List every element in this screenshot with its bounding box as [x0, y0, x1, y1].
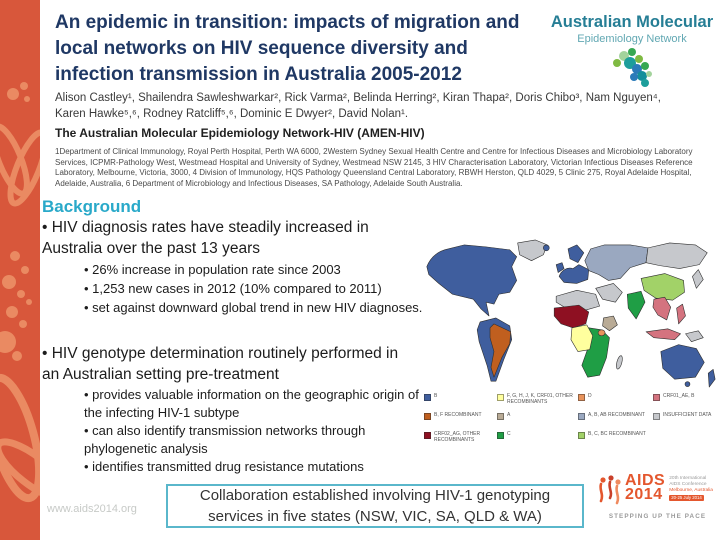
legend-label: CRF01_AE, B [663, 393, 695, 399]
sub-bullet-population-rate: • 26% increase in population rate since 2003 [84, 262, 341, 277]
conference-info [669, 474, 713, 502]
legend-swatch-bf [424, 413, 431, 420]
map-siberia [646, 243, 707, 269]
conference-tagline: STEPPING UP THE PACE [608, 513, 707, 520]
conference-dates-chip: 20-25 July 2014 [671, 495, 702, 500]
map-west-africa [554, 305, 589, 328]
legend-swatch-a [497, 413, 504, 420]
legend-item [424, 412, 494, 431]
map-iceland [543, 245, 549, 251]
background-heading: Background [42, 197, 142, 216]
legend-label: B, C, BC RECOMBINANT [588, 431, 646, 437]
map-russia-central-asia [585, 245, 648, 281]
affiliations: 1Department of Clinical Immunology, Royal Perth Hospital, Perth WA 6000, 2Western Sydney Sexual Health Centre and Centre for Infectious Diseases and Microbiology Laboratory Services, ICPMR-Pathology West, Westmead Hospital and University of Sydney, Westmead NSW 2145, 3 HIV Characterisation Laboratory, Victorian Infectious Diseases Reference Laboratory, Melbourne, Victoria, 3000, 4 Division of Immunology, HQS Pathology Queensland Central Laboratory, RBWH Herston, QLD 4029, 5 Clinic 275, Royal Adelaide Hospital, Adelaide, Australia, 6 Department of Microbiology and Infectious Diseases, SA Pathology, Adelaide South Australia. [55, 147, 693, 188]
legend-label: A, B, AB RECOMBINANT [588, 412, 645, 418]
sub-bullet-transmission-networks: • can also identify transmission networks through phylogenetic analysis [84, 423, 366, 456]
amen-logo [548, 13, 716, 94]
legend-label: D [588, 393, 592, 399]
legend-swatch-ab [578, 413, 585, 420]
legend-swatch-fghjk [497, 394, 504, 401]
legend-label: CRF02_AG, OTHER RECOMBINANTS [434, 431, 481, 443]
author-list: Alison Castley¹, Shailendra Sawleshwarkar², Rick Varma², Belinda Herring², Kiran Thapa², Doris Chibo³, Nam Nguyen⁴, Karen Hawke⁵,⁶, Rodney Ratcliff⁵,⁶, Dominic E Dwyer², David Nolan¹. [55, 92, 661, 120]
legend-label: INSUFFICIENT DATA [663, 412, 712, 418]
legend-label: C [507, 431, 511, 437]
map-d-region [598, 330, 605, 336]
map-north-america [427, 245, 517, 316]
sub-bullets-diagnosis [84, 260, 429, 317]
aids2014-logo [597, 474, 718, 520]
conference-website: www.aids2014.org [47, 503, 137, 515]
bullet-genotype-determination: • HIV genotype determination routinely performed in an Australian setting pre-treatment [42, 345, 399, 383]
legend-swatch-crf02ag [424, 432, 431, 439]
sub-bullets-genotype [84, 386, 420, 476]
legend-swatch-d [578, 394, 585, 401]
legend-item [578, 412, 650, 431]
legend-item [497, 431, 575, 450]
map-china [641, 274, 684, 301]
map-philippines [677, 304, 686, 324]
map-new-zealand [708, 369, 715, 387]
legend-item [424, 431, 494, 450]
bullet-hiv-diagnosis-rates: • HIV diagnosis rates have steadily increased in Australia over the past 13 years [42, 219, 369, 257]
map-tasmania [685, 382, 690, 387]
map-legend [424, 393, 718, 450]
dancing-figures-icon [597, 474, 623, 510]
sub-bullet-global-trend: • set against downward global trend in new HIV diagnoses. [84, 300, 423, 315]
collaboration-text: Collaboration established involving HIV-1 genotyping services in five states (NSW, VIC, SA, QLD & WA) [199, 487, 551, 525]
map-horn-of-africa [603, 316, 618, 331]
legend-item [578, 431, 650, 450]
collaboration-callout-box [166, 484, 584, 528]
legend-label: B [434, 393, 438, 399]
legend-item [653, 393, 718, 412]
map-indonesia [646, 329, 681, 340]
molecule-cluster-icon [608, 47, 656, 89]
decorative-ribbon-band [0, 0, 40, 540]
map-madagascar [615, 355, 623, 370]
conference-info-line2: AIDS Conference [669, 482, 707, 487]
map-southeast-asia [653, 297, 671, 320]
aids2014-wordmark: AIDS 2014 [625, 472, 666, 503]
amen-logo-line1: Australian Molecular [550, 13, 714, 31]
legend-item [653, 412, 718, 431]
sub-bullet-geographic-origin: • provides valuable information on the geographic origin of the infecting HIV-1 subtype [84, 387, 419, 420]
network-name: The Australian Molecular Epidemiology Network-HIV (AMEN-HIV) [55, 126, 425, 140]
sub-bullet-drug-resistance: • identifies transmitted drug resistance mutations [84, 459, 364, 474]
legend-label: A [507, 412, 511, 418]
amen-logo-line2: Epidemiology Network [577, 33, 687, 45]
legend-label: F, G, H, J, K, CRF01, OTHER RECOMBINANTS [507, 393, 573, 405]
legend-swatch-insufficient [653, 413, 660, 420]
legend-item [424, 393, 494, 412]
legend-swatch-c [497, 432, 504, 439]
page-title: An epidemic in transition: impacts of migration and local networks on HIV sequence diversity and infection transmission in Australia 2005-2012 [55, 12, 520, 85]
legend-item [497, 412, 575, 431]
conference-location: Melbourne, Australia [669, 488, 713, 493]
map-australia [661, 345, 704, 380]
map-japan [692, 270, 703, 289]
map-greenland [518, 240, 548, 261]
legend-swatch-bc [578, 432, 585, 439]
legend-swatch-b [424, 394, 431, 401]
map-scandinavia [568, 245, 584, 263]
hiv-subtype-world-map [420, 237, 718, 393]
legend-swatch-crf01ae-b [653, 394, 660, 401]
map-india [627, 291, 645, 319]
legend-item [578, 393, 650, 412]
sub-bullet-new-cases: • 1,253 new cases in 2012 (10% compared to 2011) [84, 281, 382, 296]
legend-item [497, 393, 575, 412]
conference-info-line1: 20th International [669, 476, 707, 481]
legend-label: B, F RECOMBINANT [434, 412, 482, 418]
map-new-guinea [686, 331, 704, 342]
map-middle-east [596, 283, 623, 302]
